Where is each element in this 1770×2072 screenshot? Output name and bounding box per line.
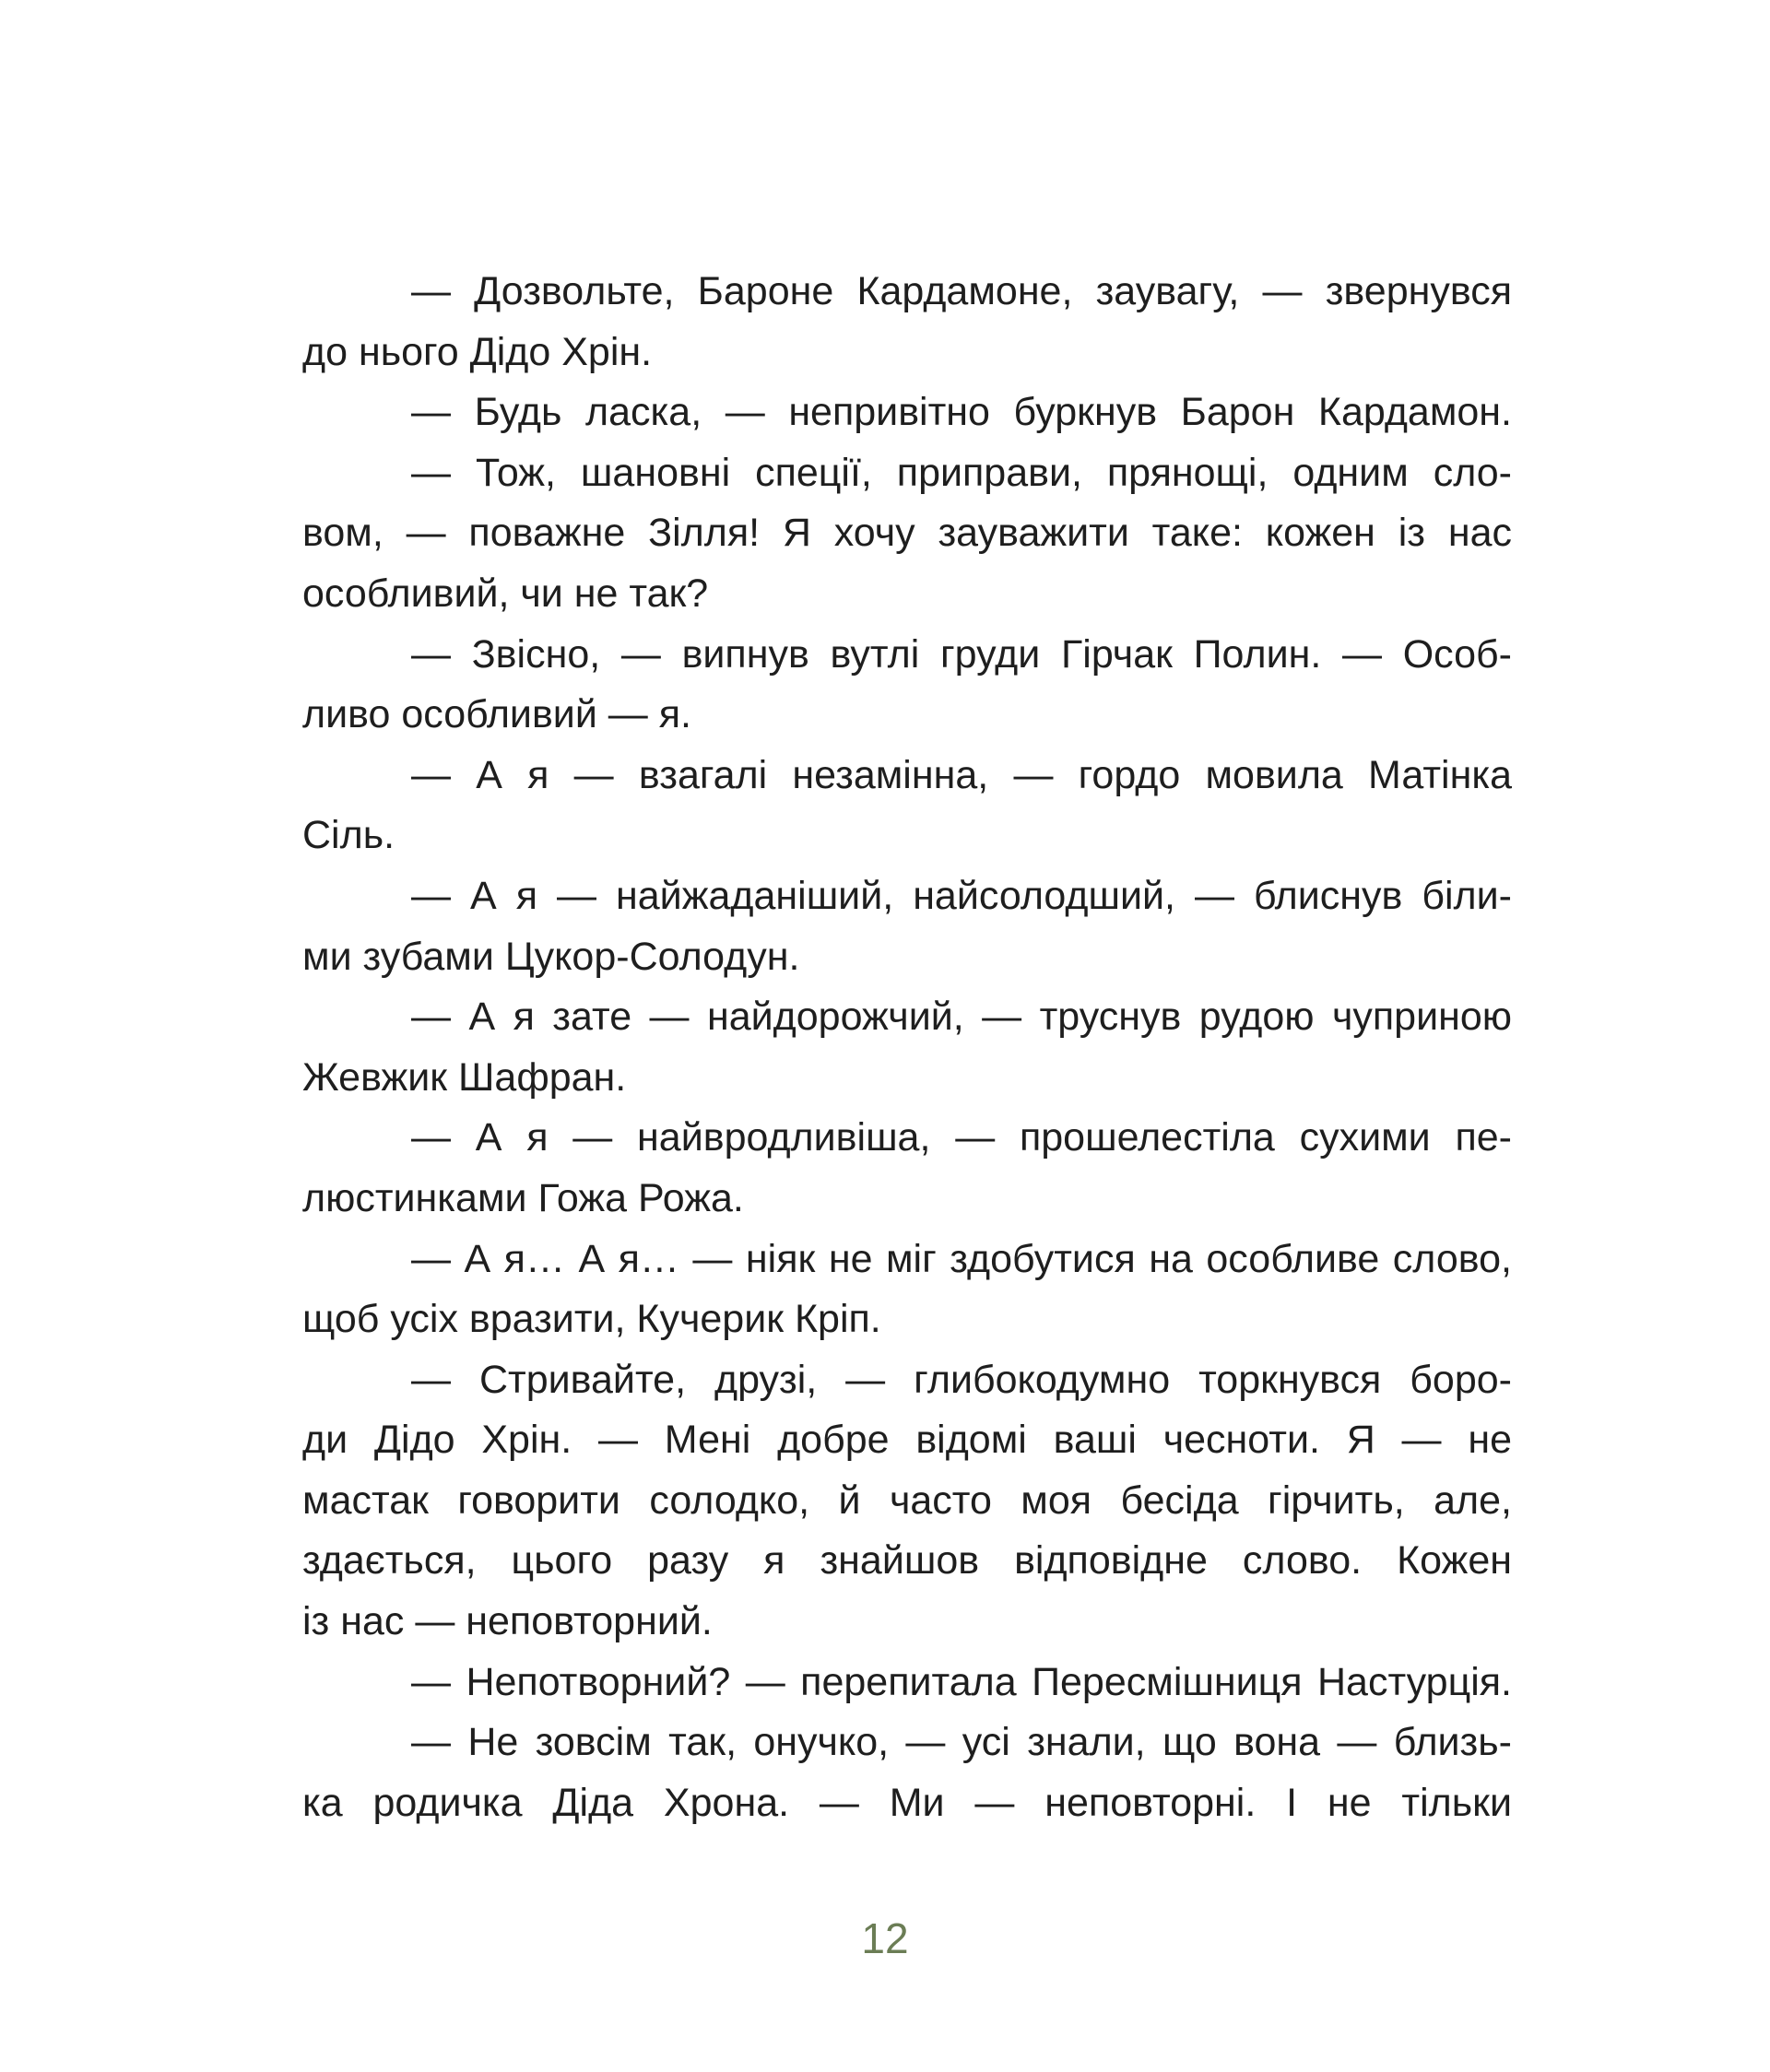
text-line: — А я зате — найдорожчий, — труснув рудою чуприною — [411, 995, 1512, 1040]
text-line: люстинками Гожа Рожа. — [302, 1175, 744, 1220]
text-line: мастак говорити солодко, й часто моя бесіда гірчить, але, — [302, 1477, 1512, 1523]
text-line: щоб усіх вразити, Кучерик Кріп. — [302, 1297, 881, 1342]
text-line: ди Дідо Хрін. — Мені добре відомі ваші чесноти. Я — не — [302, 1418, 1512, 1463]
text-line: особливий, чи не так? — [302, 571, 709, 616]
text-line: ми зубами Цукор-Солодун. — [302, 934, 800, 979]
text-line: — Дозвольте, Бароне Кардамоне, заувагу, — звернувся — [411, 269, 1512, 313]
text-line: Жевжик Шафран. — [302, 1054, 627, 1100]
body-text — [302, 262, 1512, 1833]
text-line: — Звісно, — випнув вутлі груди Гірчак Полин. — Особ- — [411, 631, 1512, 677]
text-line: здається, цього разу я знайшов відповідне слово. Кожен — [302, 1538, 1512, 1583]
page-number: 12 — [861, 1914, 909, 1962]
text-line: ка родичка Діда Хрона. — Ми — неповторні. І не тільки — [302, 1780, 1512, 1825]
text-line: — Будь ласка, — непривітно буркнув Барон Кардамон. — [411, 390, 1512, 435]
text-line: — Тож, шановні спеції, приправи, прянощі, одним сло- — [411, 450, 1512, 495]
text-line: вом, — поважне Зілля! Я хочу зауважити таке: кожен із нас — [302, 511, 1512, 556]
text-line: — А я — найвродливіша, — прошелестіла сухими пе- — [411, 1115, 1512, 1160]
text-line: із нас — неповторний. — [302, 1599, 713, 1644]
text-line: Сіль. — [302, 813, 395, 858]
text-line: — А я — взагалі незамінна, — гордо мовила Матінка — [411, 752, 1512, 797]
text-line: до нього Дідо Хрін. — [302, 329, 653, 374]
text-line: — Стривайте, друзі, — глибокодумно торкнувся боро- — [411, 1357, 1512, 1402]
text-line: — А я… А я… — ніяк не міг здобутися на особливе слово, — [411, 1236, 1512, 1281]
text-line: — Не зовсім так, онучко, — усі знали, що вона — близь- — [411, 1720, 1512, 1765]
text-line: — Непотворний? — перепитала Пересмішниця Настурція. — [411, 1659, 1512, 1704]
text-line: ливо особливий — я. — [302, 692, 691, 737]
text-line: — А я — найжаданіший, найсолодший, — блиснув біли- — [411, 873, 1512, 918]
